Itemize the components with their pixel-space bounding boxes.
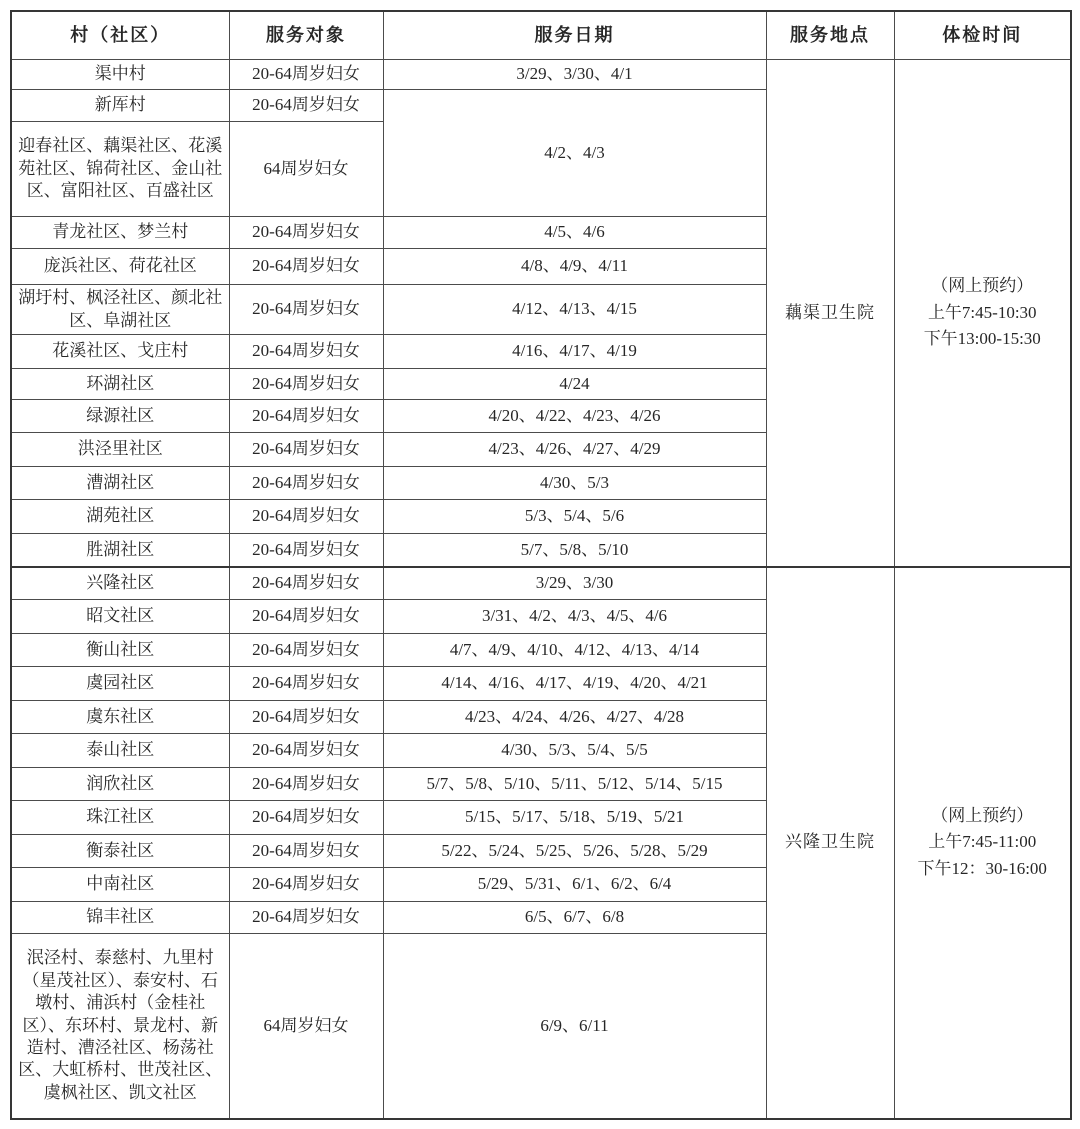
target-cell: 20-64周岁妇女 xyxy=(229,768,383,801)
target-cell: 20-64周岁妇女 xyxy=(229,400,383,433)
dates-cell: 4/30、5/3、5/4、5/5 xyxy=(383,734,766,768)
checkup-time-cell xyxy=(894,567,1071,1119)
target-cell: 20-64周岁妇女 xyxy=(229,667,383,701)
dates-cell: 3/29、3/30、4/1 xyxy=(383,60,766,90)
header-cell: 村（社区） xyxy=(11,11,229,60)
dates-cell: 3/29、3/30 xyxy=(383,567,766,600)
checkup-time-cell xyxy=(894,60,1071,567)
target-cell: 20-64周岁妇女 xyxy=(229,835,383,868)
village-cell: 漕湖社区 xyxy=(11,467,229,500)
location-cell: 兴隆卫生院 xyxy=(766,567,894,1119)
village-cell: 锦丰社区 xyxy=(11,902,229,934)
target-cell: 20-64周岁妇女 xyxy=(229,60,383,90)
dates-cell: 5/22、5/24、5/25、5/26、5/28、5/29 xyxy=(383,835,766,868)
village-cell: 虞东社区 xyxy=(11,701,229,734)
target-cell: 20-64周岁妇女 xyxy=(229,217,383,249)
header-cell: 服务日期 xyxy=(383,11,766,60)
dates-cell: 3/31、4/2、4/3、4/5、4/6 xyxy=(383,600,766,634)
table-row xyxy=(11,60,1071,90)
village-cell: 衡山社区 xyxy=(11,634,229,667)
village-cell: 花溪社区、戈庄村 xyxy=(11,335,229,369)
target-cell: 20-64周岁妇女 xyxy=(229,567,383,600)
village-cell: 湖苑社区 xyxy=(11,500,229,534)
village-cell: 泯泾村、泰慈村、九里村（星茂社区）、泰安村、石墩村、浦浜村（金桂社区）、东环村、景龙村、新造村、漕泾社区、杨荡社区、大虹桥村、世茂社区、虞枫社区、凯文社区 xyxy=(11,934,229,1119)
dates-cell: 4/23、4/24、4/26、4/27、4/28 xyxy=(383,701,766,734)
dates-cell: 6/5、6/7、6/8 xyxy=(383,902,766,934)
schedule-table xyxy=(10,10,1072,1120)
target-cell: 20-64周岁妇女 xyxy=(229,801,383,835)
target-cell: 20-64周岁妇女 xyxy=(229,249,383,285)
village-cell: 环湖社区 xyxy=(11,369,229,400)
dates-cell: 5/7、5/8、5/10、5/11、5/12、5/14、5/15 xyxy=(383,768,766,801)
village-cell: 珠江社区 xyxy=(11,801,229,835)
village-cell: 渠中村 xyxy=(11,60,229,90)
table-header xyxy=(11,11,1071,60)
village-cell: 绿源社区 xyxy=(11,400,229,433)
target-cell: 20-64周岁妇女 xyxy=(229,734,383,768)
checkup-time-line: 下午13:00-15:30 xyxy=(923,328,1041,348)
village-cell: 衡泰社区 xyxy=(11,835,229,868)
target-cell: 20-64周岁妇女 xyxy=(229,335,383,369)
location-cell: 藕渠卫生院 xyxy=(766,60,894,567)
checkup-time-line: 下午12：30-16:00 xyxy=(917,858,1047,878)
header-cell: 服务地点 xyxy=(766,11,894,60)
dates-cell: 4/12、4/13、4/15 xyxy=(383,285,766,335)
village-cell: 昭文社区 xyxy=(11,600,229,634)
village-cell: 虞园社区 xyxy=(11,667,229,701)
village-cell: 胜湖社区 xyxy=(11,534,229,567)
dates-cell: 4/7、4/9、4/10、4/12、4/13、4/14 xyxy=(383,634,766,667)
village-cell: 湖圩村、枫泾社区、颜北社区、阜湖社区 xyxy=(11,285,229,335)
dates-cell: 4/5、4/6 xyxy=(383,217,766,249)
target-cell: 20-64周岁妇女 xyxy=(229,433,383,467)
dates-cell: 4/8、4/9、4/11 xyxy=(383,249,766,285)
target-cell: 20-64周岁妇女 xyxy=(229,902,383,934)
target-cell: 20-64周岁妇女 xyxy=(229,868,383,902)
checkup-time-line: （网上预约） xyxy=(931,276,1034,296)
table-row xyxy=(11,567,1071,600)
target-cell: 20-64周岁妇女 xyxy=(229,90,383,122)
header-cell: 体检时间 xyxy=(894,11,1071,60)
dates-cell: 5/29、5/31、6/1、6/2、6/4 xyxy=(383,868,766,902)
dates-cell: 4/24 xyxy=(383,369,766,400)
target-cell: 20-64周岁妇女 xyxy=(229,500,383,534)
target-cell: 20-64周岁妇女 xyxy=(229,467,383,500)
target-cell: 20-64周岁妇女 xyxy=(229,285,383,335)
target-cell: 64周岁妇女 xyxy=(229,934,383,1119)
village-cell: 润欣社区 xyxy=(11,768,229,801)
checkup-time-line: 上午7:45-10:30 xyxy=(927,302,1037,322)
target-cell: 20-64周岁妇女 xyxy=(229,600,383,634)
target-cell: 64周岁妇女 xyxy=(229,122,383,217)
table-body xyxy=(11,60,1071,1119)
village-cell: 洪泾里社区 xyxy=(11,433,229,467)
dates-cell: 5/7、5/8、5/10 xyxy=(383,534,766,567)
village-cell: 新厍村 xyxy=(11,90,229,122)
dates-cell: 4/2、4/3 xyxy=(383,90,766,217)
dates-cell: 4/30、5/3 xyxy=(383,467,766,500)
checkup-time-line: 上午7:45-11:00 xyxy=(928,832,1037,852)
dates-cell: 4/23、4/26、4/27、4/29 xyxy=(383,433,766,467)
village-cell: 兴隆社区 xyxy=(11,567,229,600)
target-cell: 20-64周岁妇女 xyxy=(229,534,383,567)
village-cell: 庞浜社区、荷花社区 xyxy=(11,249,229,285)
target-cell: 20-64周岁妇女 xyxy=(229,369,383,400)
dates-cell: 4/14、4/16、4/17、4/19、4/20、4/21 xyxy=(383,667,766,701)
header-row xyxy=(11,11,1071,60)
village-cell: 泰山社区 xyxy=(11,734,229,768)
dates-cell: 4/16、4/17、4/19 xyxy=(383,335,766,369)
village-cell: 迎春社区、藕渠社区、花溪苑社区、锦荷社区、金山社区、富阳社区、百盛社区 xyxy=(11,122,229,217)
target-cell: 20-64周岁妇女 xyxy=(229,701,383,734)
dates-cell: 5/15、5/17、5/18、5/19、5/21 xyxy=(383,801,766,835)
village-cell: 中南社区 xyxy=(11,868,229,902)
dates-cell: 5/3、5/4、5/6 xyxy=(383,500,766,534)
dates-cell: 4/20、4/22、4/23、4/26 xyxy=(383,400,766,433)
dates-cell: 6/9、6/11 xyxy=(383,934,766,1119)
target-cell: 20-64周岁妇女 xyxy=(229,634,383,667)
village-cell: 青龙社区、梦兰村 xyxy=(11,217,229,249)
checkup-time-line: （网上预约） xyxy=(931,805,1034,825)
header-cell: 服务对象 xyxy=(229,11,383,60)
